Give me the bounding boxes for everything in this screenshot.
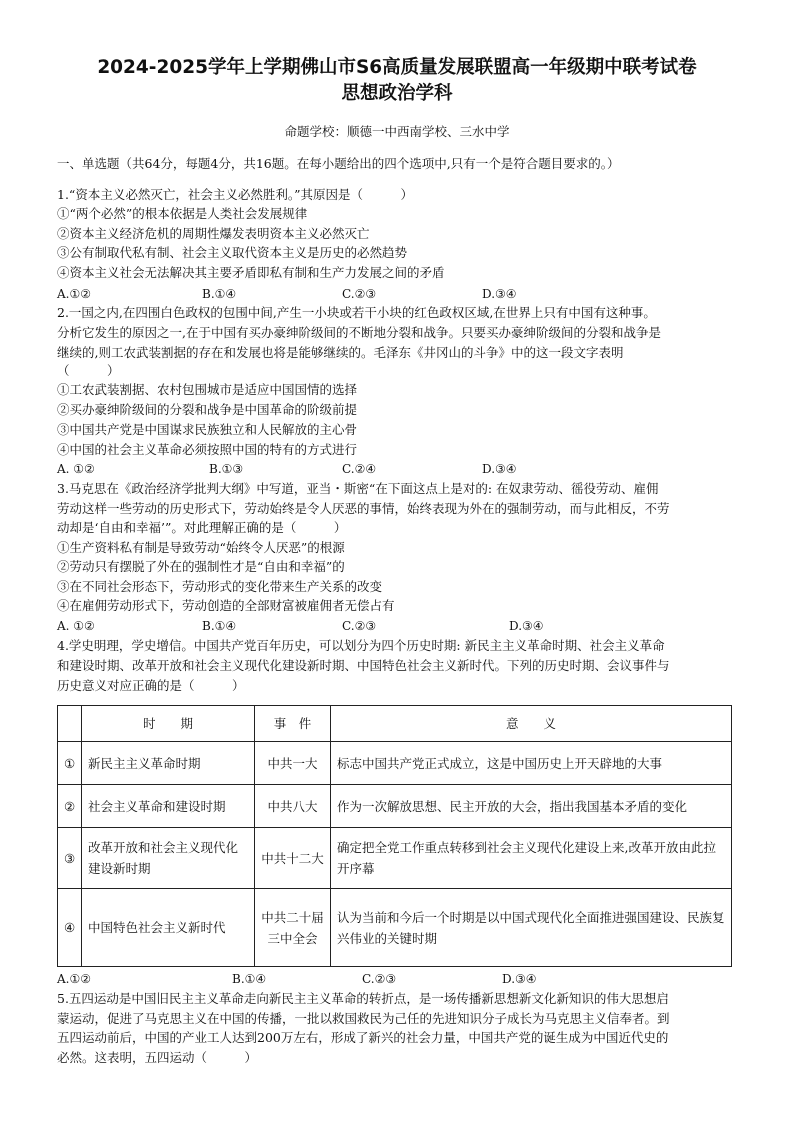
question-1-item: ①“两个必然”的根本依据是人类社会发展规律 xyxy=(57,206,308,221)
question-3-stem: 劳动这样一些劳动的历史形式下，劳动始终是令人厌恶的事情，始终表现为外在的强制劳动，而与此相反，不劳 xyxy=(57,501,670,516)
table-header-row xyxy=(58,706,732,742)
question-1-stem: 1.“资本主义必然灭亡，社会主义必然胜利。”其原因是（ ） xyxy=(57,187,413,202)
question-3-item: ③在不同社会形态下，劳动形式的变化带来生产关系的改变 xyxy=(57,579,383,594)
question-4-stem: 和建设时期、改革开放和社会主义现代化建设新时期、中国特色社会主义新时代。下列的历史时期、会议事件与 xyxy=(57,658,670,673)
table-header xyxy=(58,706,82,742)
table-header: 意 义 xyxy=(331,706,732,742)
question-2-item: ④中国的社会主义革命必须按照中国的特有的方式进行 xyxy=(57,442,358,457)
question-4-stem: 历史意义对应正确的是（ ） xyxy=(57,678,245,693)
option-c: C.②③ xyxy=(362,972,397,986)
table-row xyxy=(58,742,732,785)
question-1-options xyxy=(57,285,747,303)
period-cell: 改革开放和社会主义现代化建设新时期 xyxy=(82,828,255,889)
row-number: ② xyxy=(58,785,82,828)
question-5-stem: 5.五四运动是中国旧民主主义革命走向新民主主义革命的转折点，是一场传播新思想新文化新知识的伟大思想启 xyxy=(57,991,669,1006)
question-2-stem: （ ） xyxy=(57,363,120,378)
question-3-stem: 动却是‘自由和幸福’”。对此理解正确的是（ ） xyxy=(57,520,347,535)
table-row xyxy=(58,889,732,967)
option-c: C.②③ xyxy=(342,287,377,301)
option-b: B.①③ xyxy=(209,462,244,476)
option-d: D.③④ xyxy=(482,462,517,476)
table-row xyxy=(58,785,732,828)
meaning-cell: 确定把全党工作重点转移到社会主义现代化建设上来,改革开放由此拉开序幕 xyxy=(331,828,732,889)
event-cell: 中共八大 xyxy=(255,785,331,828)
question-5-stem: 五四运动前后，中国的产业工人达到200万左右，形成了新兴的社会力量，中国共产党的诞生成为中国近代史的 xyxy=(57,1030,669,1045)
option-d: D.③④ xyxy=(482,287,517,301)
table-header: 时 期 xyxy=(82,706,255,742)
option-b: B.①④ xyxy=(202,619,237,633)
option-d: D.③④ xyxy=(502,972,537,986)
section-heading: 一、单选题（共64分，每题4分，共16题。在每小题给出的四个选项中,只有一个是符合题目要求的。） xyxy=(57,156,620,171)
event-cell: 中共一大 xyxy=(255,742,331,785)
question-3-item: ④在雇佣劳动形式下，劳动创造的全部财富被雇佣者无偿占有 xyxy=(57,598,395,613)
option-d: D.③④ xyxy=(509,619,544,633)
table-header: 事 件 xyxy=(255,706,331,742)
option-a: A. ①② xyxy=(57,462,95,476)
option-a: A.①② xyxy=(57,972,91,986)
history-events-table xyxy=(57,705,732,967)
question-2-stem: 2.一国之内,在四围白色政权的包围中间,产生一小块或若干小块的红色政权区域,在世界上只有中国有这种事。 xyxy=(57,305,656,320)
question-1-item: ②资本主义经济危机的周期性爆发表明资本主义必然灭亡 xyxy=(57,226,370,241)
question-2-stem: 继续的,则工农武装割据的存在和发展也将是能够继续的。毛泽东《井冈山的斗争》中的这一段文字表明 xyxy=(57,345,624,360)
exam-subject: 思想政治学科 xyxy=(341,83,453,104)
row-number: ③ xyxy=(58,828,82,889)
question-1-item: ④资本主义社会无法解决其主要矛盾即私有制和生产力发展之间的矛盾 xyxy=(57,265,445,280)
question-2-item: ②买办豪绅阶级间的分裂和战争是中国革命的阶级前提 xyxy=(57,402,358,417)
meaning-cell: 认为当前和今后一个时期是以中国式现代化全面推进强国建设、民族复兴伟业的关键时期 xyxy=(331,889,732,967)
option-a: A. ①② xyxy=(57,619,95,633)
option-b: B.①④ xyxy=(202,287,237,301)
question-2-item: ①工农武装割据、农村包围城市是适应中国国情的选择 xyxy=(57,382,358,397)
period-cell: 中国特色社会主义新时代 xyxy=(82,889,255,967)
option-c: C.②③ xyxy=(342,619,377,633)
period-cell: 社会主义革命和建设时期 xyxy=(82,785,255,828)
question-3-item: ①生产资料私有制是导致劳动“始终令人厌恶”的根源 xyxy=(57,540,345,555)
question-1-item: ③公有制取代私有制、社会主义取代资本主义是历史的必然趋势 xyxy=(57,245,408,260)
meaning-cell: 作为一次解放思想、民主开放的大会，指出我国基本矛盾的变化 xyxy=(331,785,732,828)
option-b: B.①④ xyxy=(232,972,267,986)
period-cell: 新民主主义革命时期 xyxy=(82,742,255,785)
row-number: ④ xyxy=(58,889,82,967)
question-2-stem: 分析它发生的原因之一,在于中国有买办豪绅阶级间的不断地分裂和战争。只要买办豪绅阶级间的分裂和战争是 xyxy=(57,325,661,340)
event-cell: 中共十二大 xyxy=(255,828,331,889)
row-number: ① xyxy=(58,742,82,785)
author-schools: 命题学校：顺德一中西南学校、三水中学 xyxy=(284,124,510,139)
exam-title: 2024-2025学年上学期佛山市S6高质量发展联盟高一年级期中联考试卷 xyxy=(97,57,697,78)
table-row xyxy=(58,828,732,889)
question-3-options xyxy=(57,617,747,635)
meaning-cell: 标志中国共产党正式成立，这是中国历史上开天辟地的大事 xyxy=(331,742,732,785)
question-5-stem: 必然。这表明，五四运动（ ） xyxy=(57,1050,258,1065)
question-5-stem: 蒙运动，促进了马克思主义在中国的传播，一批以救国救民为己任的先进知识分子成长为马克思主义信奉者。到 xyxy=(57,1011,670,1026)
question-3-item: ②劳动只有摆脱了外在的强制性才是“自由和幸福”的 xyxy=(57,559,345,574)
question-3-stem: 3.马克思在《政治经济学批判大纲》中写道，亚当・斯密“在下面这点上是对的: 在奴隶劳动、徭役劳动、雇佣 xyxy=(57,481,659,496)
question-4-options xyxy=(57,970,747,988)
question-4-stem: 4.学史明理，学史增信。中国共产党百年历史，可以划分为四个历史时期: 新民主主义革命时期、社会主义革命 xyxy=(57,638,665,653)
event-cell: 中共二十届三中全会 xyxy=(255,889,331,967)
question-2-options xyxy=(57,460,747,478)
option-c: C.②④ xyxy=(342,462,377,476)
option-a: A.①② xyxy=(57,287,91,301)
question-2-item: ③中国共产党是中国谋求民族独立和人民解放的主心骨 xyxy=(57,422,358,437)
